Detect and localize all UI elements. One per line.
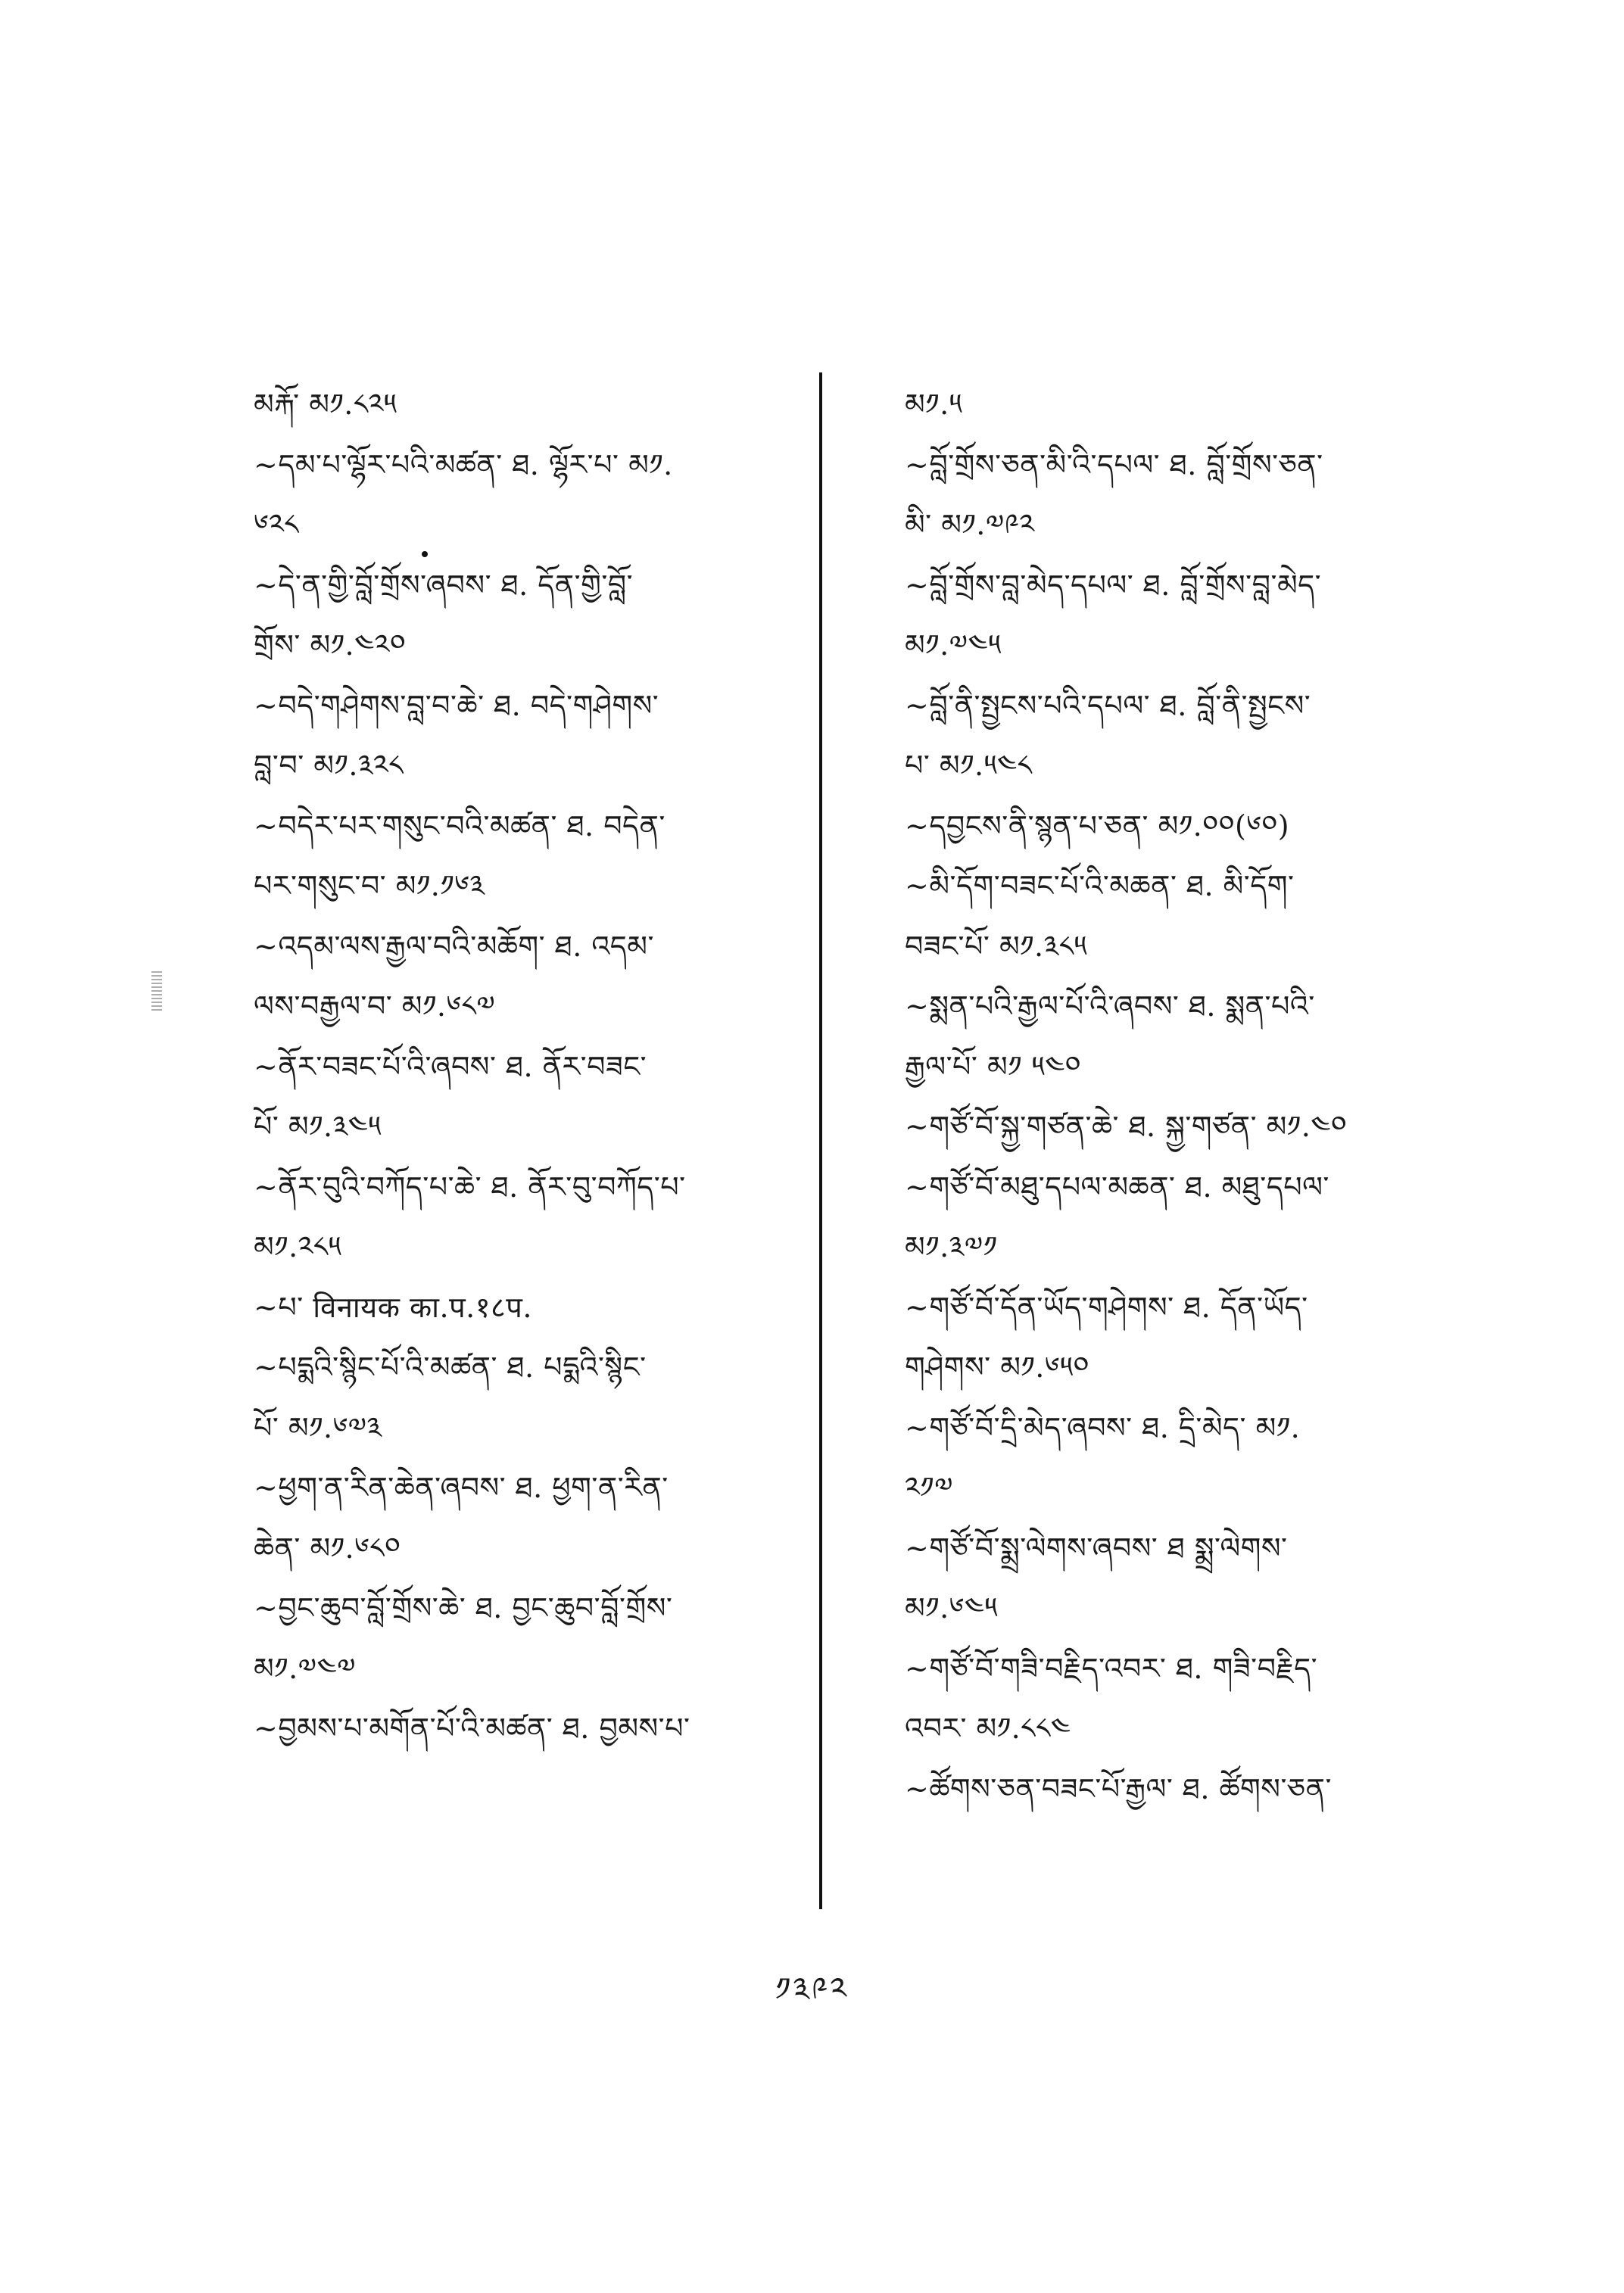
entry-line: འབར་ མ༡.༨༨༤ [905,1712,1071,1745]
entry-line: ~བྱང་ཆུབ་བློ་གྲོས་ཆེ་ ཐ. བྱང་ཆུབ་བློ་གྲོས་ [254,1591,673,1625]
column-divider [819,372,822,1909]
entry-line: ~མི་དོག་བཟང་པོ་འི་མཆན་ ཐ. མི་དོག་ [905,869,1295,902]
page-number: ༡༣༩༢ [775,1971,849,2008]
entry-line: ~གཙོ་བོ་དྲི་མེད་ཞབས་ ཐ. དྲི་མེད་ མ༡. [905,1410,1301,1444]
entry-line: མརྐོ་ མ༡.༨༢༥ [254,388,397,421]
entry-line: ~འདམ་ལས་རྒྱལ་བའི་མཆོག་ ཐ. འདམ་ [254,929,654,963]
entry-line: ~བློ་གྲོས་ཅན་མི་འི་དཔལ་ ཐ. བློ་གྲོས་ཅན་ [905,447,1323,481]
entry-line: ཆེན་ མ༡.༦༨༠ [254,1531,401,1565]
right-column [905,375,1465,1819]
entry-line: ༦༢༨ [254,508,300,541]
entry-line: མ༡.༣༧༡ [905,1230,998,1263]
entry-line: ~སྨན་པའི་རྒྱལ་པོ་འི་ཞབས་ ཐ. སྨན་པའི་ [905,989,1315,1023]
entry-line: ~གཙོ་བོ་མཐུ་དཔལ་མཆན་ ཐ. མཐུ་དཔལ་ [905,1170,1329,1204]
entry-line: ~དམ་པ་ལྷོར་པའི་མཚན་ ཐ. ལྷོར་པ་ མ༡. [254,447,673,481]
entry-line: ༢༡༧ [905,1471,953,1504]
entry-line: གྲོས་ མ༡.༤༢༠ [254,628,407,662]
entry-line: པོ་ མ༡.༣༤༥ [254,1110,382,1143]
entry-line: མི་ མ༡.༧༩༢ [905,508,1035,541]
entry-line: ~བདེར་པར་གསུང་བའི་མཚན་ ཐ. བདེན་ [254,808,665,843]
entry-line: ~བྱམས་པ་མགོན་པོ་འི་མཚན་ ཐ. བྱམས་པ་ [254,1712,690,1745]
entry-line: པར་གསུང་བ་ མ༡.༡༦༣ [254,869,485,902]
entry-line: ལས་བརྒྱལ་བ་ མ༡.༦༨༧ [254,989,496,1023]
entry-line: པོ་ མ༡.༦༧༣ [254,1410,382,1444]
entry-line: ~བློ་ནི་སྤྱངས་པའི་དཔལ་ ཐ. བློ་ནི་སྤྱངས་ [905,688,1311,722]
entry-line: མ༡.༧༤༧ [254,1651,356,1685]
entry-line: པ་ མ༡.༥༤༨ [905,749,1033,782]
entry-line: ~ནོར་བུའི་བཀོད་པ་ཆེ་ ཐ. ནོར་བུ་བཀོད་པ་ [254,1170,686,1204]
entry-line: ~གཙོ་བོ་གཟི་བརྗིད་འབར་ ཐ. གཟི་བརྗིད་ [905,1651,1318,1685]
scan-dot [422,551,428,557]
entry-line: ~དབྱངས་ནི་སྙན་པ་ཅན་ མ༡.༠༠(༦༠) [905,808,1290,843]
entry-line: རྒྱལ་པོ་ མ༡ ༥༤༠ [905,1049,1082,1083]
entry-line: གཤེགས་ མ༡.༦༥༠ [905,1351,1089,1384]
entry-line: ~གཙོ་བོ་སྨྲ་ལེགས་ཞབས་ ཐ སྨྲ་ལེགས་ [905,1531,1288,1565]
entry-line: ~གཙོ་བོ་སྐྱ་གཙན་ཆེ་ ཐ. སྐྱ་གཙན་ མ༡.༤༠ [905,1110,1348,1143]
entry-line: ~བདེ་གཤེགས་བླ་བ་ཆེ་ ཐ. བདེ་གཤེགས་ [254,688,659,722]
entry-line: ~ཕྱག་ན་རིན་ཆེན་ཞབས་ ཐ. ཕྱག་ན་རིན་ [254,1471,669,1504]
entry-line: མ༡.༦༤༥ [905,1591,998,1625]
scan-artifact [151,971,162,1011]
entry-line: ~ཚོགས་ཅན་བཟང་པོ་རྒྱལ་ ཐ. ཚོགས་ཅན་ [905,1771,1332,1805]
entry-line: མ༡.༥ [905,388,963,421]
entry-line: ~དེ་ན་གྱི་བློ་གྲོས་ཞབས་ ཐ. དོན་གྱི་བློ་ [254,568,634,602]
entry-line: ~ནོར་བཟང་པོ་འི་ཞབས་ ཐ. ནོར་བཟང་ [254,1049,647,1083]
entry-line: ~བློ་གྲོས་བླ་མེད་དཔལ་ ཐ. བློ་གྲོས་བླ་མེད་ [905,568,1322,602]
entry-line: ~པདྨའི་སྙིང་པོ་འི་མཚན་ ཐ. པདྨའི་སྙིང་ [254,1351,647,1384]
entry-line: བླ་བ་ མ༡.༣༢༨ [254,749,404,782]
entry-line: ~གཙོ་བོ་དོན་ཡོད་གཤེགས་ ཐ. དོན་ཡོད་ [905,1290,1308,1324]
entry-line: ~པ་ विनायक का.प.१८प. [254,1290,532,1324]
entry-line: མ༡.༢༨༥ [254,1230,342,1263]
entry-line: མ༡.༧༤༥ [905,628,1002,662]
entry-line: བཟང་པོ་ མ༡.༣༨༥ [905,929,1087,963]
left-column [254,375,814,1759]
